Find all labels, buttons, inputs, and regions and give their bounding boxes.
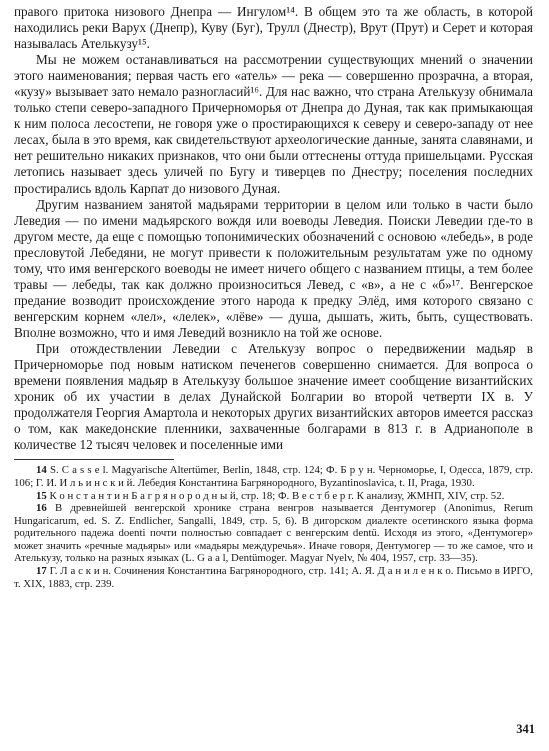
footnote-number: 16 [36, 502, 47, 515]
footnote-number: 14 [36, 464, 47, 477]
paragraph-2: Мы не можем останавливаться на рассмотрении существующих мнений о значении этого наименования; первая часть его «атель» — река — совершенно прозрачна, а вторая, «кузу» вызывает зато немало разногласий¹⁶. Для нас важно, что страна Ателькузу обнимала только степи северо-западного Причерноморья от Днепра до Дуная, так как примыкающая к ним полоса лесостепи, не говоря уже о простирающихся к северу и северо-западу от нее лесах, была в это время, как свидетельствуют археологические данные, занята славянами, и нет решительно никаких признаков, что они были оттеснены оттуда пришельцами. Русская летопись называет здесь уличей по Бугу и тиверцев по Днестру; поселения последних простирались вдоль Карпат до низового Дуная. [14, 52, 533, 196]
main-text [14, 4, 533, 453]
paragraph-3: Другим названием занятой мадьярами территории в целом или только в части было Леведия — по имени мадьярского вождя или воеводы Леведия. Поиски Леведии где-то в другом месте, да еще с помощью топонимических обозначений с основою «лебедь», в роде пресловутой Лебедяни, не могут привести к положительным результатам уже по одному тому, что имя венгерского воеводы не имеет ничего общего с названием птицы, а тем более травы — лебеды, так как должно произноситься Левед, с «в», а не с «б»¹⁷. Венгерское предание возводит происхождение этого народа к предку Элёд, имя которого связано с венгерским корнем «лел», «лелек», «лёве» — душа, дышать, жить, быть, существовать. Вполне возможно, что и имя Леведий возникло на той же основе. [14, 196, 533, 340]
footnote-text: К о н с т а н т и н Б а г р я н о р о д н ы й, стр. 18; Ф. В е с т б е р г. К анализу, ЖМНП, XIV, стр. 52. [49, 489, 505, 502]
footnote-number: 15 [36, 489, 47, 502]
page-number: 341 [516, 722, 535, 736]
paragraph-1: правого притока низового Днепра — Ингулом¹⁴. В общем это та же область, в которой находились реки Варух (Днепр), Куву (Буг), Трулл (Днестр), Врут (Прут) и Серет и которая называлась Ателькузу¹⁵. [14, 4, 533, 52]
page [14, 4, 533, 590]
footnote-text: Г. Л а с к и н. Сочинения Константина Багрянородного, стр. 141; А. Я. Д а н и л е н к о. Письмо в ИРГО, т. XIX, 1883, стр. 239. [14, 565, 533, 590]
footnote-text: В древнейшей венгерской хронике страна венгров называется Дентумогер (Anonimus, Rerum Hungaricarum, ed. S. Z. Endlicher, Sangalli, 1849, стр. 5, 6). В дигорском диалекте осетинского языка форма родительного падежа doenti почти полностью совпадает с венгерским dentü. Исходя из этого, «Дентумогер» может значить «речные мадьяры» или «мадьяры междуречья». Иначе говоря, Дентумогер — то же самое, что и Ателькузу, только на разных языках (L. G a a l, Dentümoger. Magyar Nyelv, № 404, 1957, стр. 33—35). [14, 502, 533, 565]
footnote-14 [14, 464, 533, 489]
footnote-divider [14, 459, 174, 460]
footnote-17 [14, 565, 533, 590]
footnote-15 [14, 490, 533, 503]
footnotes [14, 464, 533, 590]
footnote-number: 17 [36, 565, 47, 578]
footnote-16 [14, 502, 533, 565]
paragraph-4: При отождествлении Леведии с Ателькузу вопрос о передвижении мадьяр в Причерноморье под новым натиском печенегов совершенно снимается. Для вопроса о времени появления мадьяр в Ателькузу большое значение имеет сообщение византийских хроник об их участии в делах Дунайской Болгарии во второй четверти IX в. У продолжателя Георгия Амартола и некоторых других византийских авторов имеется рассказ о том, как македонские пленники, захваченные болгарами в 813 г. в Адрианополе в количестве 12 тысяч человек и поселенные ими [14, 340, 533, 453]
footnote-text: S. C a s s e l. Magyarische Altertümer, Berlin, 1848, стр. 124; Ф. Б р у н. Черноморье, I, Одесса, 1879, стр. 106; Г. И. И л ь и н с к и й. Лебедия Константина Багрянородного, Byzantinoslavica, t. II, Praga, 1930. [14, 464, 533, 489]
